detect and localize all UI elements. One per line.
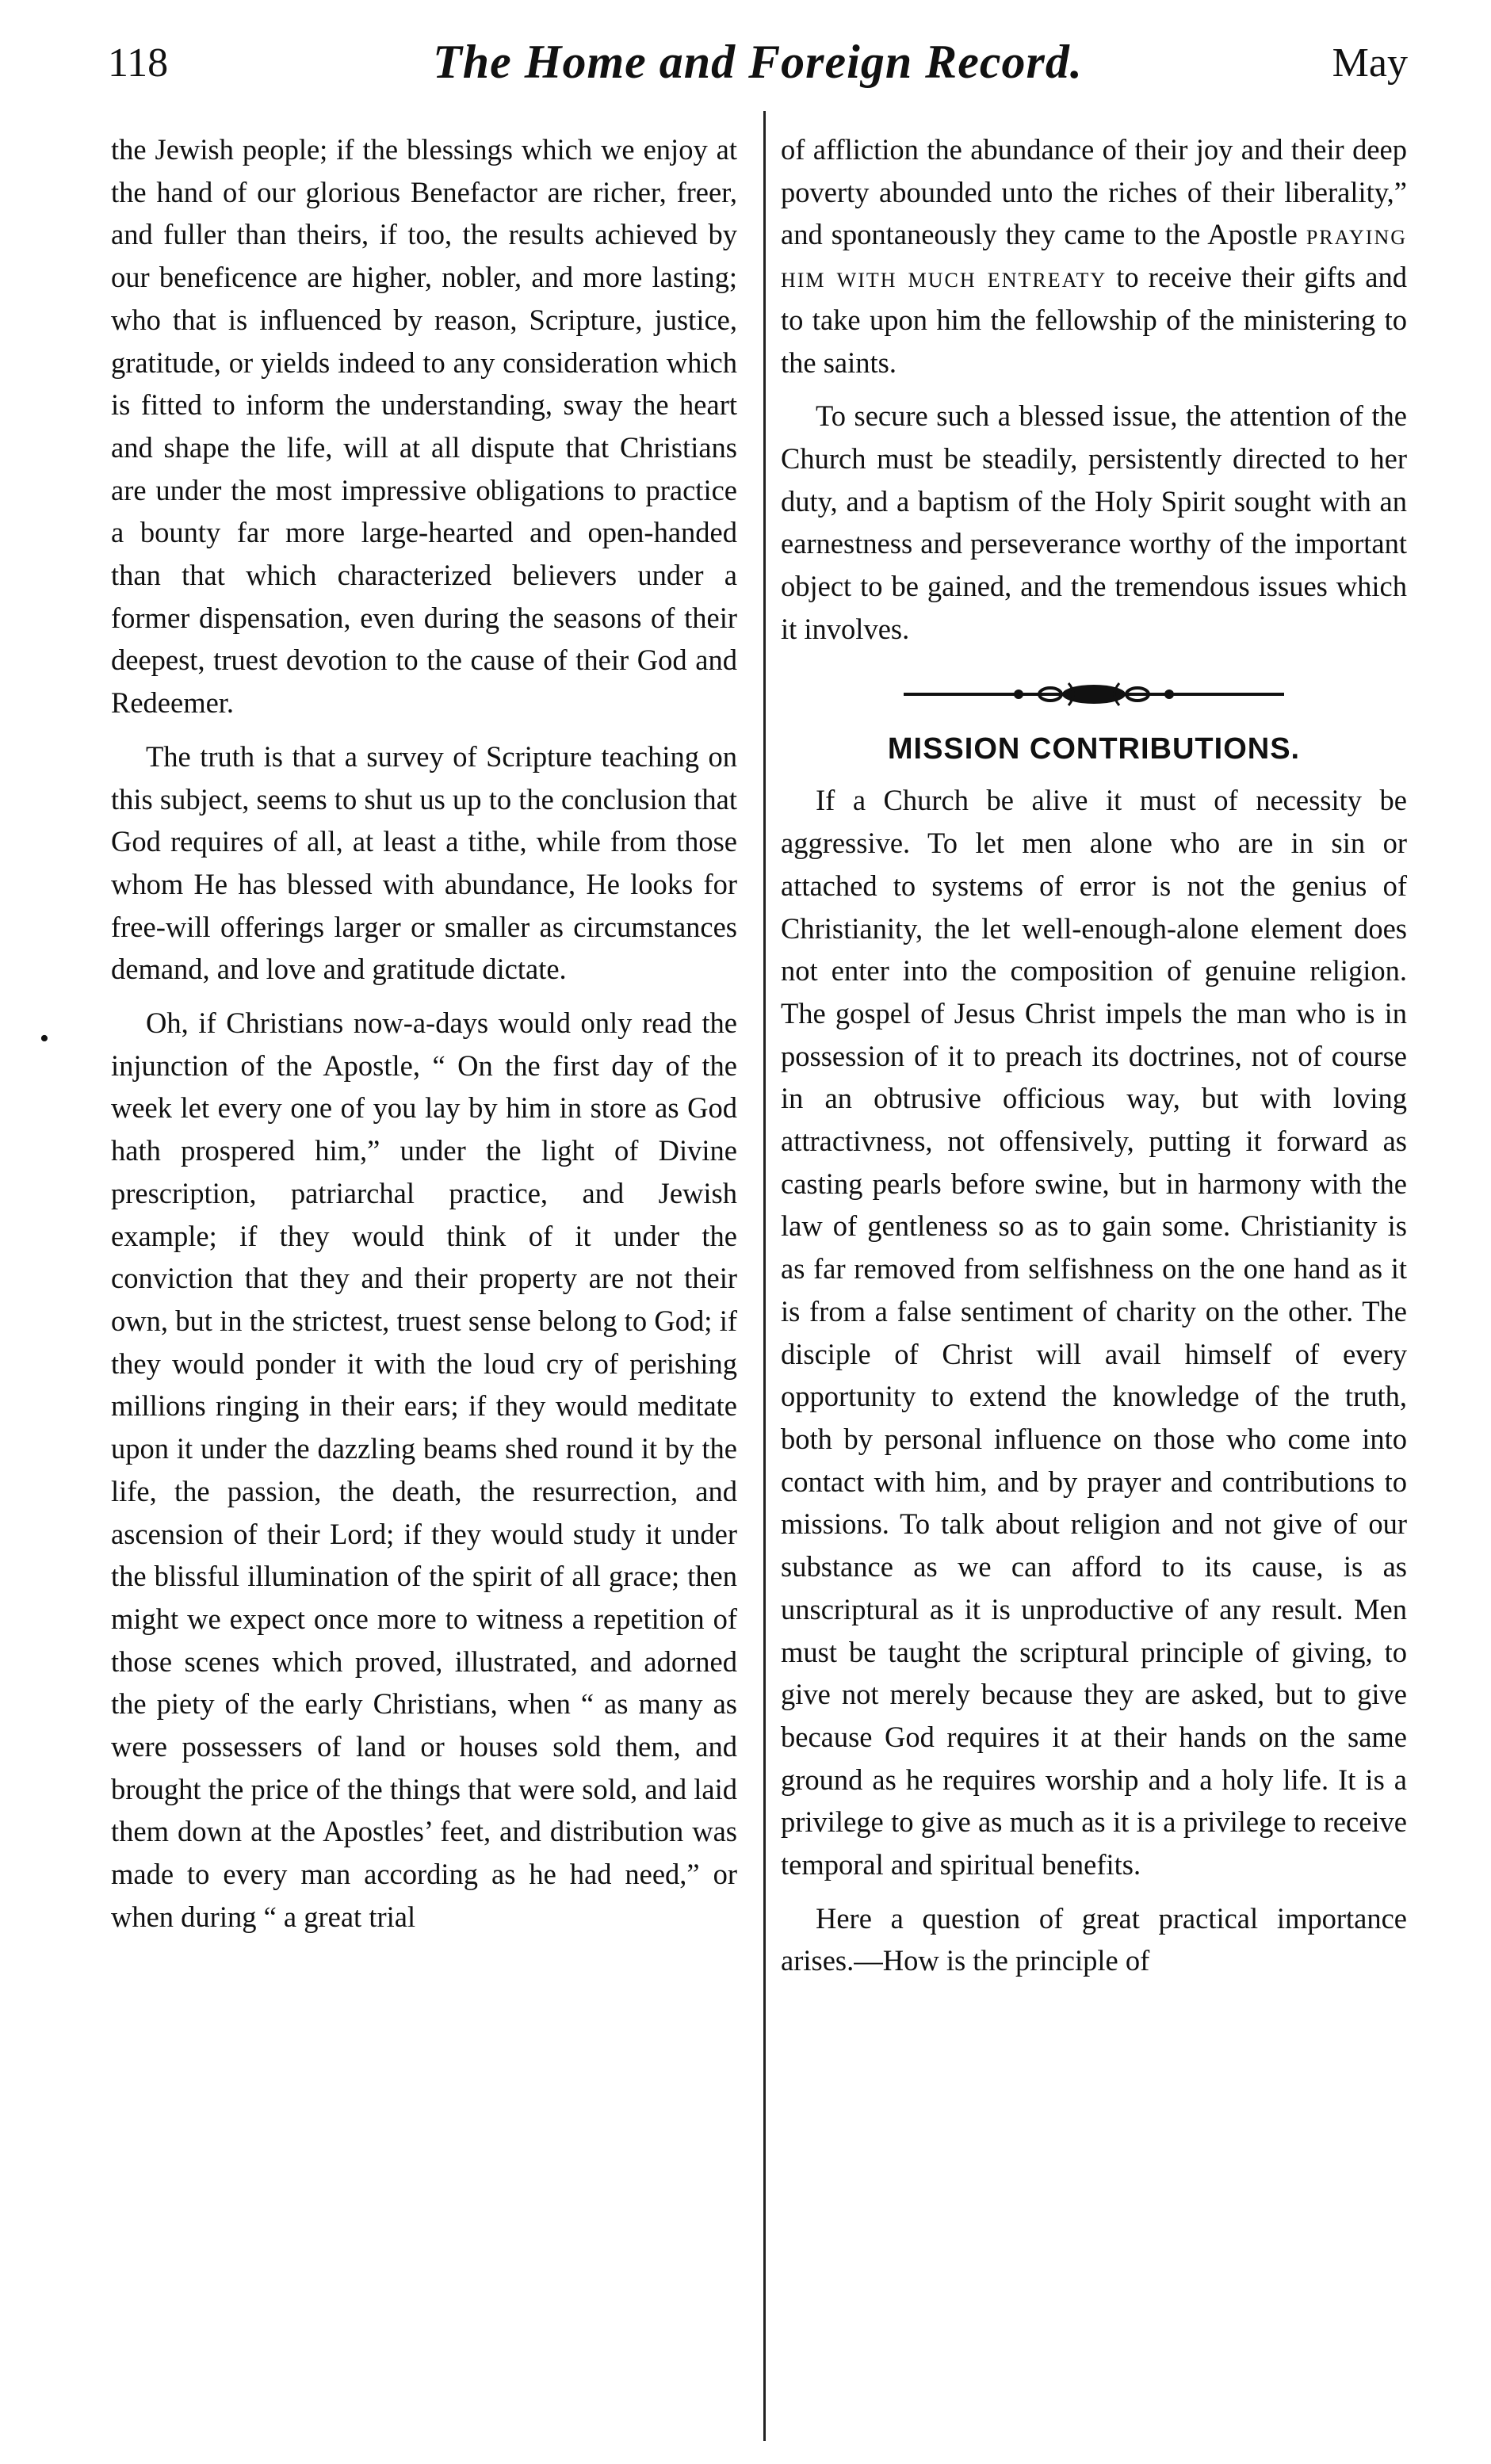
margin-bullet-mark: • bbox=[40, 1024, 49, 1053]
paragraph: If a Church be alive it must of necessity be aggressive. To let men alone who are in sin or attached to systems of error is not the genius of Christianity, the let well-enough-alone element does not enter into the composition of genuine religion. The gospel of Jesus Christ impels the man who is in possession of it to preach its doctrines, not of course in an obtrusive officious way, but with loving attractivness, not offensively, putting it forward as casting pearls before swine, but in harmony with the law of gentleness so as to gain some. Christianity is as far removed from selfishness on the one hand as it is from a false sentiment of charity on the other. The disciple of Christ will avail himself of every opportunity to extend the knowledge of the truth, both by personal influence on those who come into contact with him, and by prayer and contributions to missions. To talk about religion and not give of our substance as we can afford to its cause, is as unscriptural as it is unproductive of any result. Men must be taught the scriptural principle of giving, to give not merely because they are asked, but to give because God requires it at their hands on the same ground as he requires worship and a holy life. It is a privilege to give as much as it is a privilege to receive temporal and spiritual benefits. bbox=[781, 784, 1407, 1881]
right-column bbox=[781, 128, 1407, 1993]
left-column bbox=[111, 128, 737, 1950]
ornament-rule-icon bbox=[888, 670, 1300, 718]
paragraph: The truth is that a survey of Scripture teaching on this subject, seems to shut us up to the conclusion that God requires of all, at least a tithe, while from those whom He has blessed with abundance, He looks for free-will offerings larger or smaller as circumstances demand, and love and gratitude dictate. bbox=[111, 739, 737, 986]
paragraph bbox=[781, 128, 1407, 384]
ornamental-divider bbox=[781, 670, 1407, 726]
section-heading: MISSION CONTRIBUTIONS. bbox=[887, 732, 1301, 766]
paragraph: the Jewish people; if the blessings which we enjoy at the hand of our glorious Benefactor are richer, freer, and fuller than theirs, if too, the results achieved by our beneficence are higher, nobler, and more lasting; who that is influenced by reason, Scripture, justice, gratitude, or yields indeed to any consideration which is fitted to inform the understanding, sway the heart and shape the life, will at all dispute that Christians are under the most impressive obligations to practice a bounty far more large-hearted and open-handed than that which characterized believers under a former dispensation, even during the seasons of their deepest, truest devotion to the cause of their God and Redeemer. bbox=[111, 133, 737, 720]
paragraph: To secure such a blessed issue, the attention of the Church must be steadily, persistently directed to her duty, and a baptism of the Holy Spirit sought with an earnestness and perseverance worthy of the important object to be gained, and the tremendous issues which it involves. bbox=[781, 399, 1407, 645]
paragraph-text: to receive their gifts and to take upon him the fellowship of the ministering to the saints. bbox=[781, 261, 1407, 379]
month-label: May bbox=[1332, 40, 1408, 86]
column-divider bbox=[763, 111, 766, 2441]
running-header bbox=[108, 32, 1408, 103]
paragraph-text: of affliction the abundance of their joy and their deep poverty abounded unto the riches of their liberality,” and spontaneously they came to the Apostle bbox=[781, 133, 1407, 251]
paragraph: Here a question of great practical importance arises.—How is the principle of bbox=[781, 1901, 1407, 1977]
journal-title: The Home and Foreign Record. bbox=[433, 36, 1083, 88]
small-caps-text: praying him with much entreaty bbox=[781, 218, 1408, 294]
paragraph: Oh, if Christians now-a-days would only read the injunction of the Apostle, “ On the first day of the week let every one of you lay by him in store as God hath prospered him,” under the light of Divine prescription, patriarchal practice, and Jewish example; if they would think of it under the conviction that they and their property are not their own, but in the strictest, truest sense belong to God; if they would ponder it with the loud cry of perishing millions ringing in their ears; if they would meditate upon it under the dazzling beams shed round it by the life, the passion, the death, the resurrection, and ascension of their Lord; if they would study it under the blissful illumination of the spirit of all grace; then might we expect once more to witness a repetition of those scenes which proved, illustrated, and adorned the piety of the early Christians, when “ as many as were possessers of land or houses sold them, and brought the price of the things that were sold, and laid them down at the Apostles’ feet, and distribution was made to every man according as he had need,” or when during “ a great trial bbox=[111, 1007, 737, 1933]
page-number: 118 bbox=[108, 40, 169, 86]
